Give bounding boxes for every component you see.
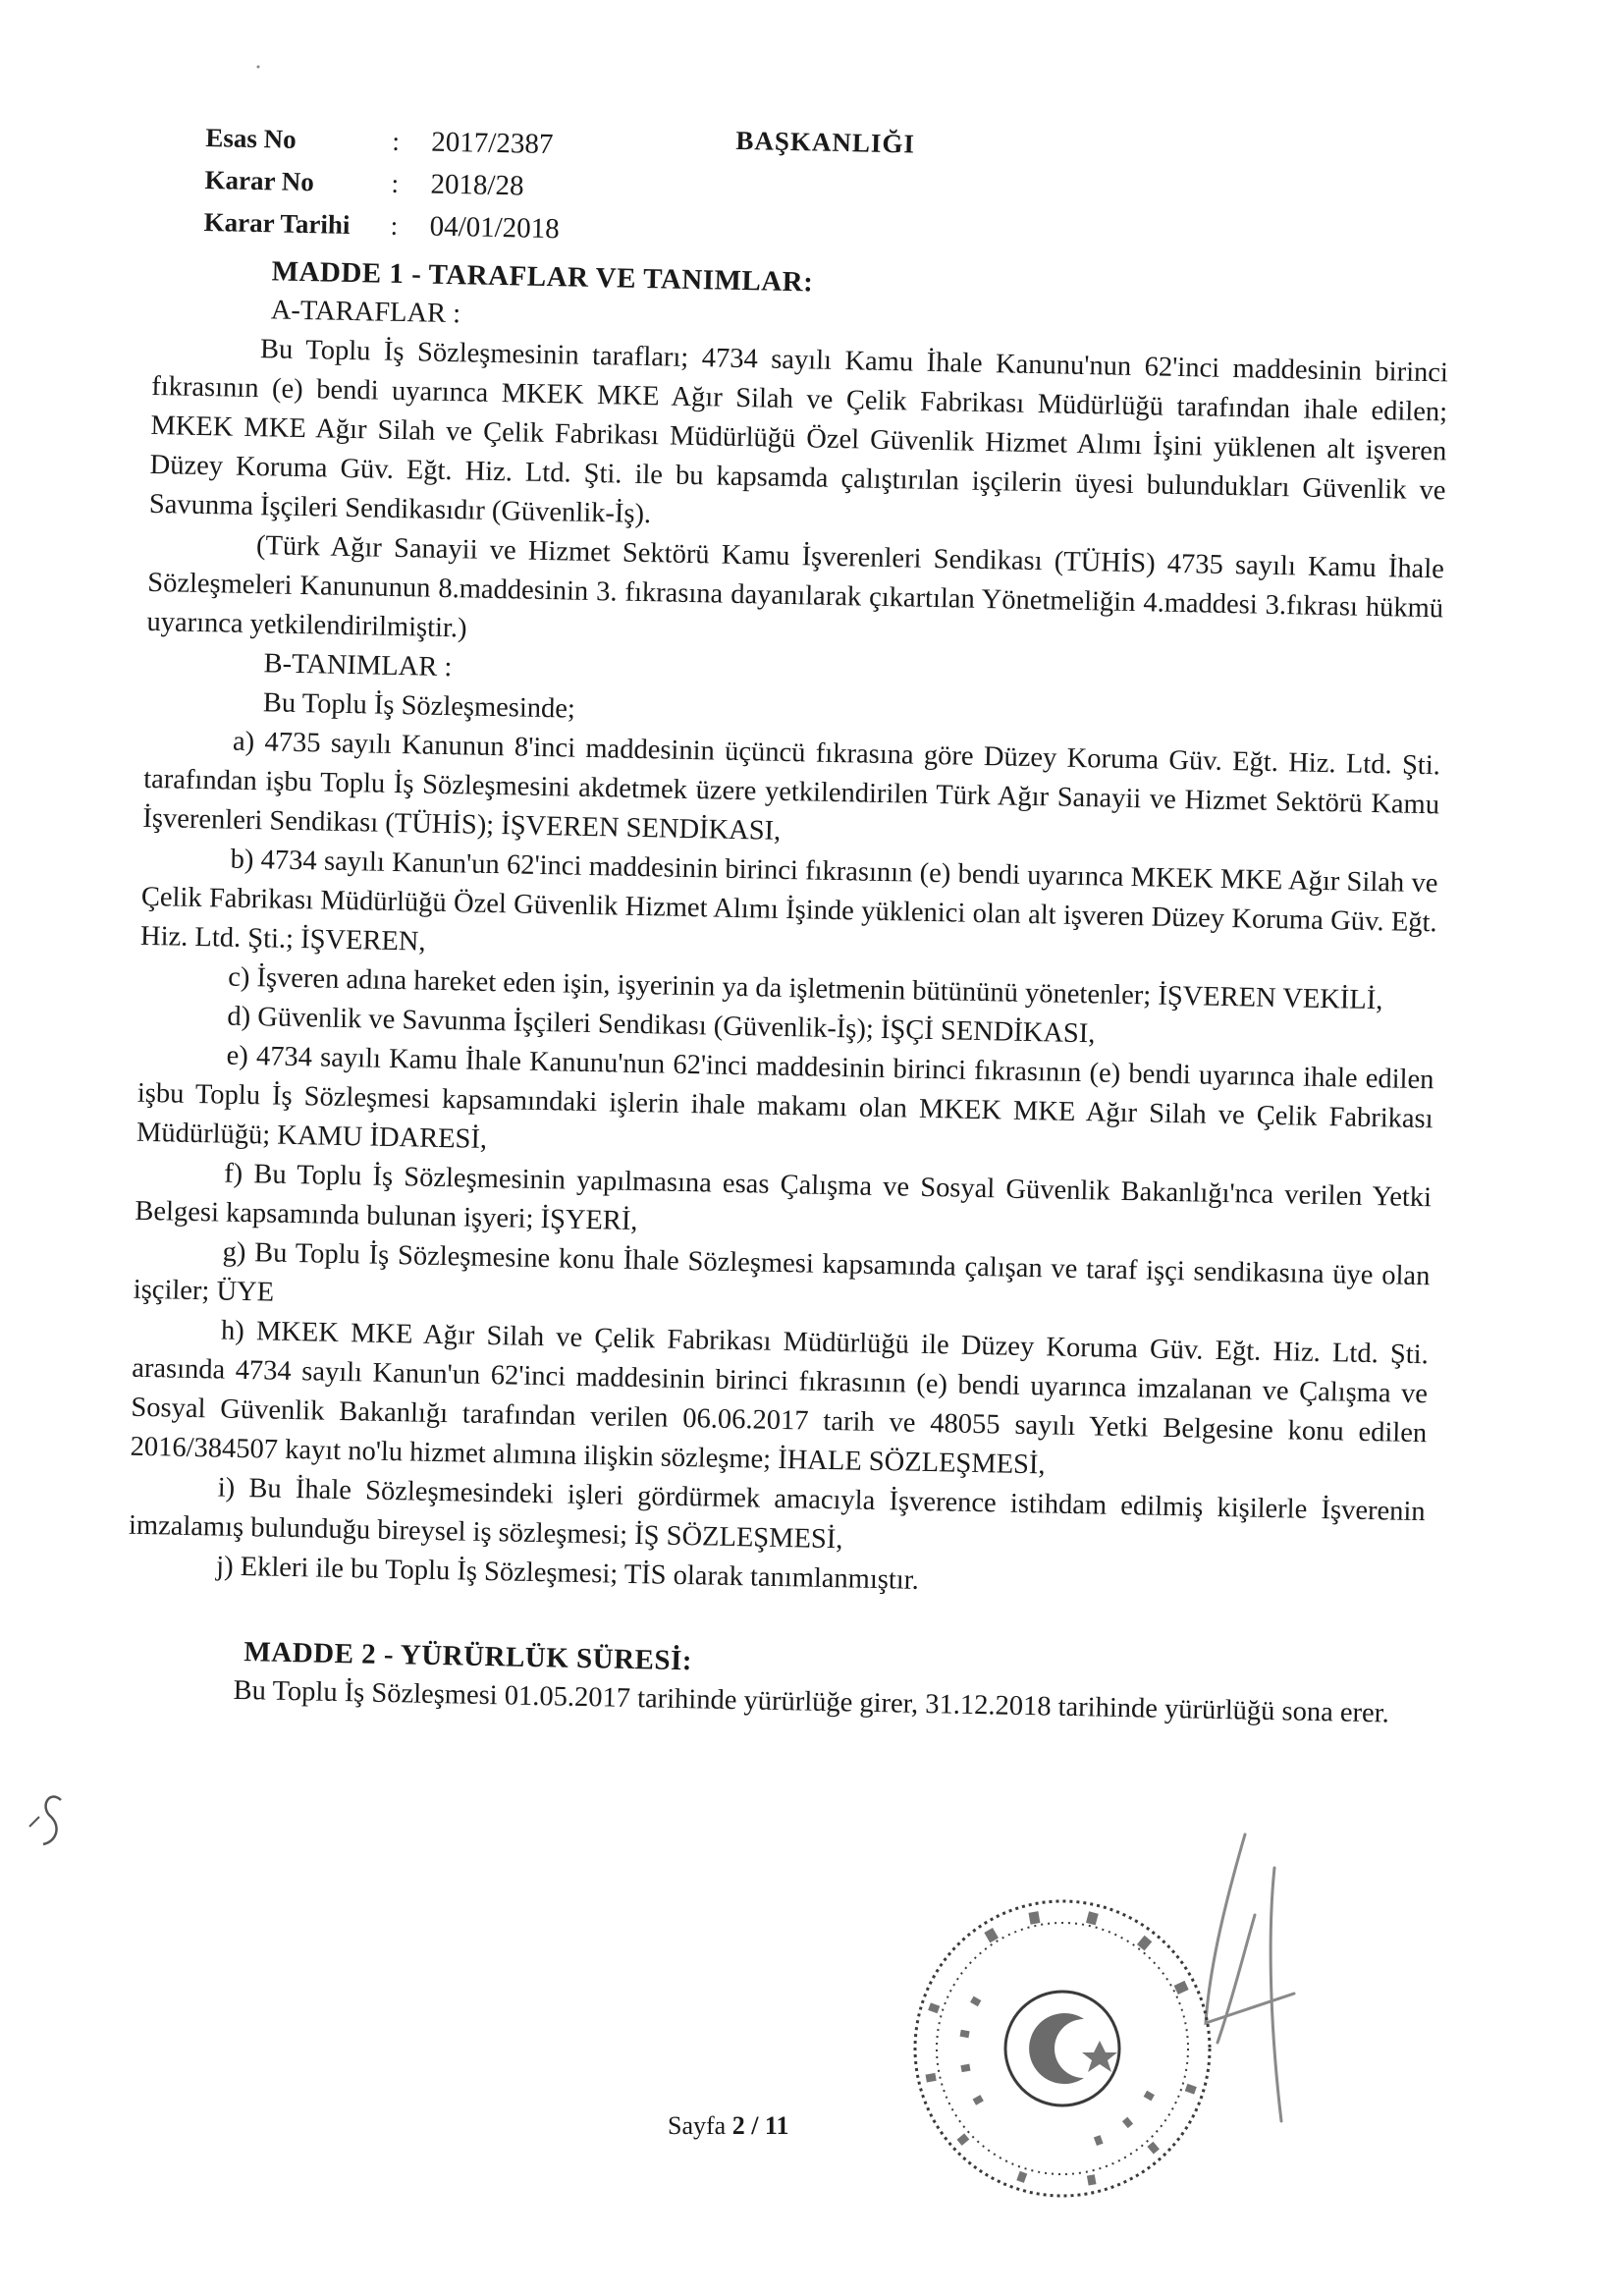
definition-item: c) İşveren adına hareket eden işin, işyerinin ya da işletmenin bütününü yönetenler; İŞVEREN VEKİLİ,: [227, 961, 1383, 1016]
tarih-label: Karar Tarihi: [203, 206, 351, 240]
colon: :: [390, 210, 399, 241]
definition-item: b) 4734 sayılı Kanun'un 62'inci maddesinin birinci fıkrasının (e) bendi uyarınca MKEK MKE Ağır Silah ve Çelik Fabrikası Müdürlüğü Özel Güvenlik Hizmet Alımı İşinde yüklenici olan alt işveren Düzey Koruma Güv. Eğt. Hiz. Ltd. Şti.; İŞVEREN,: [139, 844, 1438, 957]
scan-speck: [257, 66, 260, 69]
pencil-signature: [1206, 1834, 1294, 2121]
page-prefix: Sayfa: [668, 2111, 727, 2140]
esas-value: 2017/2387: [431, 126, 554, 161]
madde2-paragraph: Bu Toplu İş Sözleşmesi 01.05.2017 tarihinde yürürlüğe girer, 31.12.2018 tarihinde yürürlüğü sona erer.: [233, 1674, 1390, 1729]
karar-value: 2018/28: [430, 168, 524, 202]
b-tanimlar-title: B-TANIMLAR :: [263, 648, 453, 683]
definition-item: f) Bu Toplu İş Sözleşmesinin yapılmasına esas Çalışma ve Sosyal Güvenlik Bakanlığı'nca verilen Yetki Belgesi kapsamında bulunan işyeri; İŞYERİ,: [135, 1158, 1433, 1237]
a-paragraph-2: (Türk Ağır Sanayii ve Hizmet Sektörü Kamu İşverenleri Sendikası (TÜHİS) 4735 sayılı Kamu İhale Sözleşmeleri Kanununun 8.maddesinin 3. fıkrasına dayanılarak çıkartılan Yönetmeliğin 4.maddesi 3.fıkrası hükmü uyarınca yetkilendirilmiştir.): [146, 530, 1445, 644]
karar-label: Karar No: [204, 164, 315, 197]
definition-item: g) Bu Toplu İş Sözleşmesine konu İhale Sözleşmesi kapsamında çalışan ve taraf işçi sendikasına üye olan işçiler; ÜYE: [133, 1236, 1431, 1308]
definition-item: a) 4735 sayılı Kanunun 8'inci maddesinin üçüncü fıkrasına göre Düzey Koruma Güv. Eğt. Hiz. Ltd. Şti. tarafından işbu Toplu İş Sözleşmesini akdetmek üzere yetkilendirilen Türk Ağır Sanayii ve Hizmet Sektörü Kamu İşverenleri Sendikası (TÜHİS); İŞVEREN SENDİKASI,: [142, 726, 1441, 847]
presidency-title: BAŞKANLIĞI: [735, 125, 916, 159]
colon: :: [392, 126, 401, 156]
a-paragraph-1: Bu Toplu İş Sözleşmesinin tarafları; 4734 sayılı Kamu İhale Kanunu'nun 62'inci maddesinin birinci fıkrasının (e) bendi uyarınca MKEK MKE Ağır Silah ve Çelik Fabrikası Müdürlüğü tarafından ihale edilen; MKEK MKE Ağır Silah ve Çelik Fabrikası Müdürlüğü Özel Güvenlik Hizmet Alımı İşini yüklenen alt işveren Düzey Koruma Güv. Eğt. Hiz. Ltd. Şti. ile bu kapsamda çalıştırılan işçilerin üyesi bulundukları Güvenlik ve Savunma İşçileri Sendikasıdır (Güvenlik-İş).: [148, 334, 1449, 530]
definition-item: i) Bu İhale Sözleşmesindeki işleri gördürmek amacıyla İşverence istihdam edilmiş kişilerle İşverenin imzalamış bulunduğu bireysel iş sözleşmesi; İŞ SÖZLEŞMESİ,: [128, 1472, 1426, 1556]
page-count: 2 / 11: [731, 2111, 789, 2140]
margin-initial-mark: [43, 1797, 61, 1844]
definition-item: e) 4734 sayılı Kamu İhale Kanunu'nun 62'inci maddesinin birinci fıkrasının (e) bendi uyarınca ihale edilen işbu Toplu İş Sözleşmesi kapsamındaki işlerin ihale makamı olan MKEK MKE Ağır Silah ve Çelik Fabrikası Müdürlüğü; KAMU İDARESİ,: [135, 1040, 1434, 1155]
colon: :: [391, 168, 400, 198]
b-intro: Bu Toplu İş Sözleşmesinde;: [262, 687, 576, 725]
page-number: [668, 2111, 789, 2141]
definition-item: d) Güvenlik ve Savunma İşçileri Sendikası (Güvenlik-İş); İŞÇİ SENDİKASI,: [227, 1001, 1096, 1050]
margin-stroke: [29, 1817, 39, 1827]
definition-item: j) Ekleri ile bu Toplu İş Sözleşmesi; TİS olarak tanımlanmıştır.: [215, 1551, 920, 1596]
madde2-title: MADDE 2 - YÜRÜRLÜK SÜRESİ:: [243, 1636, 693, 1677]
esas-label: Esas No: [205, 123, 297, 154]
official-seal: [915, 1901, 1210, 2196]
tarih-value: 04/01/2018: [429, 210, 561, 246]
madde1-title: MADDE 1 - TARAFLAR VE TANIMLAR:: [271, 255, 814, 299]
definition-item: h) MKEK MKE Ağır Silah ve Çelik Fabrikası Müdürlüğü ile Düzey Koruma Güv. Eğt. Hiz. Ltd. Şti. arasında 4734 sayılı Kanun'un 62'inci maddesinin birinci fıkrasının (e) bendi uyarınca imzalanan ve Çalışma ve Sosyal Güvenlik Bakanlığı tarafından verilen 06.06.2017 tarih ve 48055 sayılı Yetki Belgesine konu edilen 2016/384507 kayıt no'lu hizmet alımına ilişkin sözleşme; İHALE SÖZLEŞMESİ,: [130, 1315, 1430, 1481]
a-taraflar-title: A-TARAFLAR :: [270, 295, 461, 330]
